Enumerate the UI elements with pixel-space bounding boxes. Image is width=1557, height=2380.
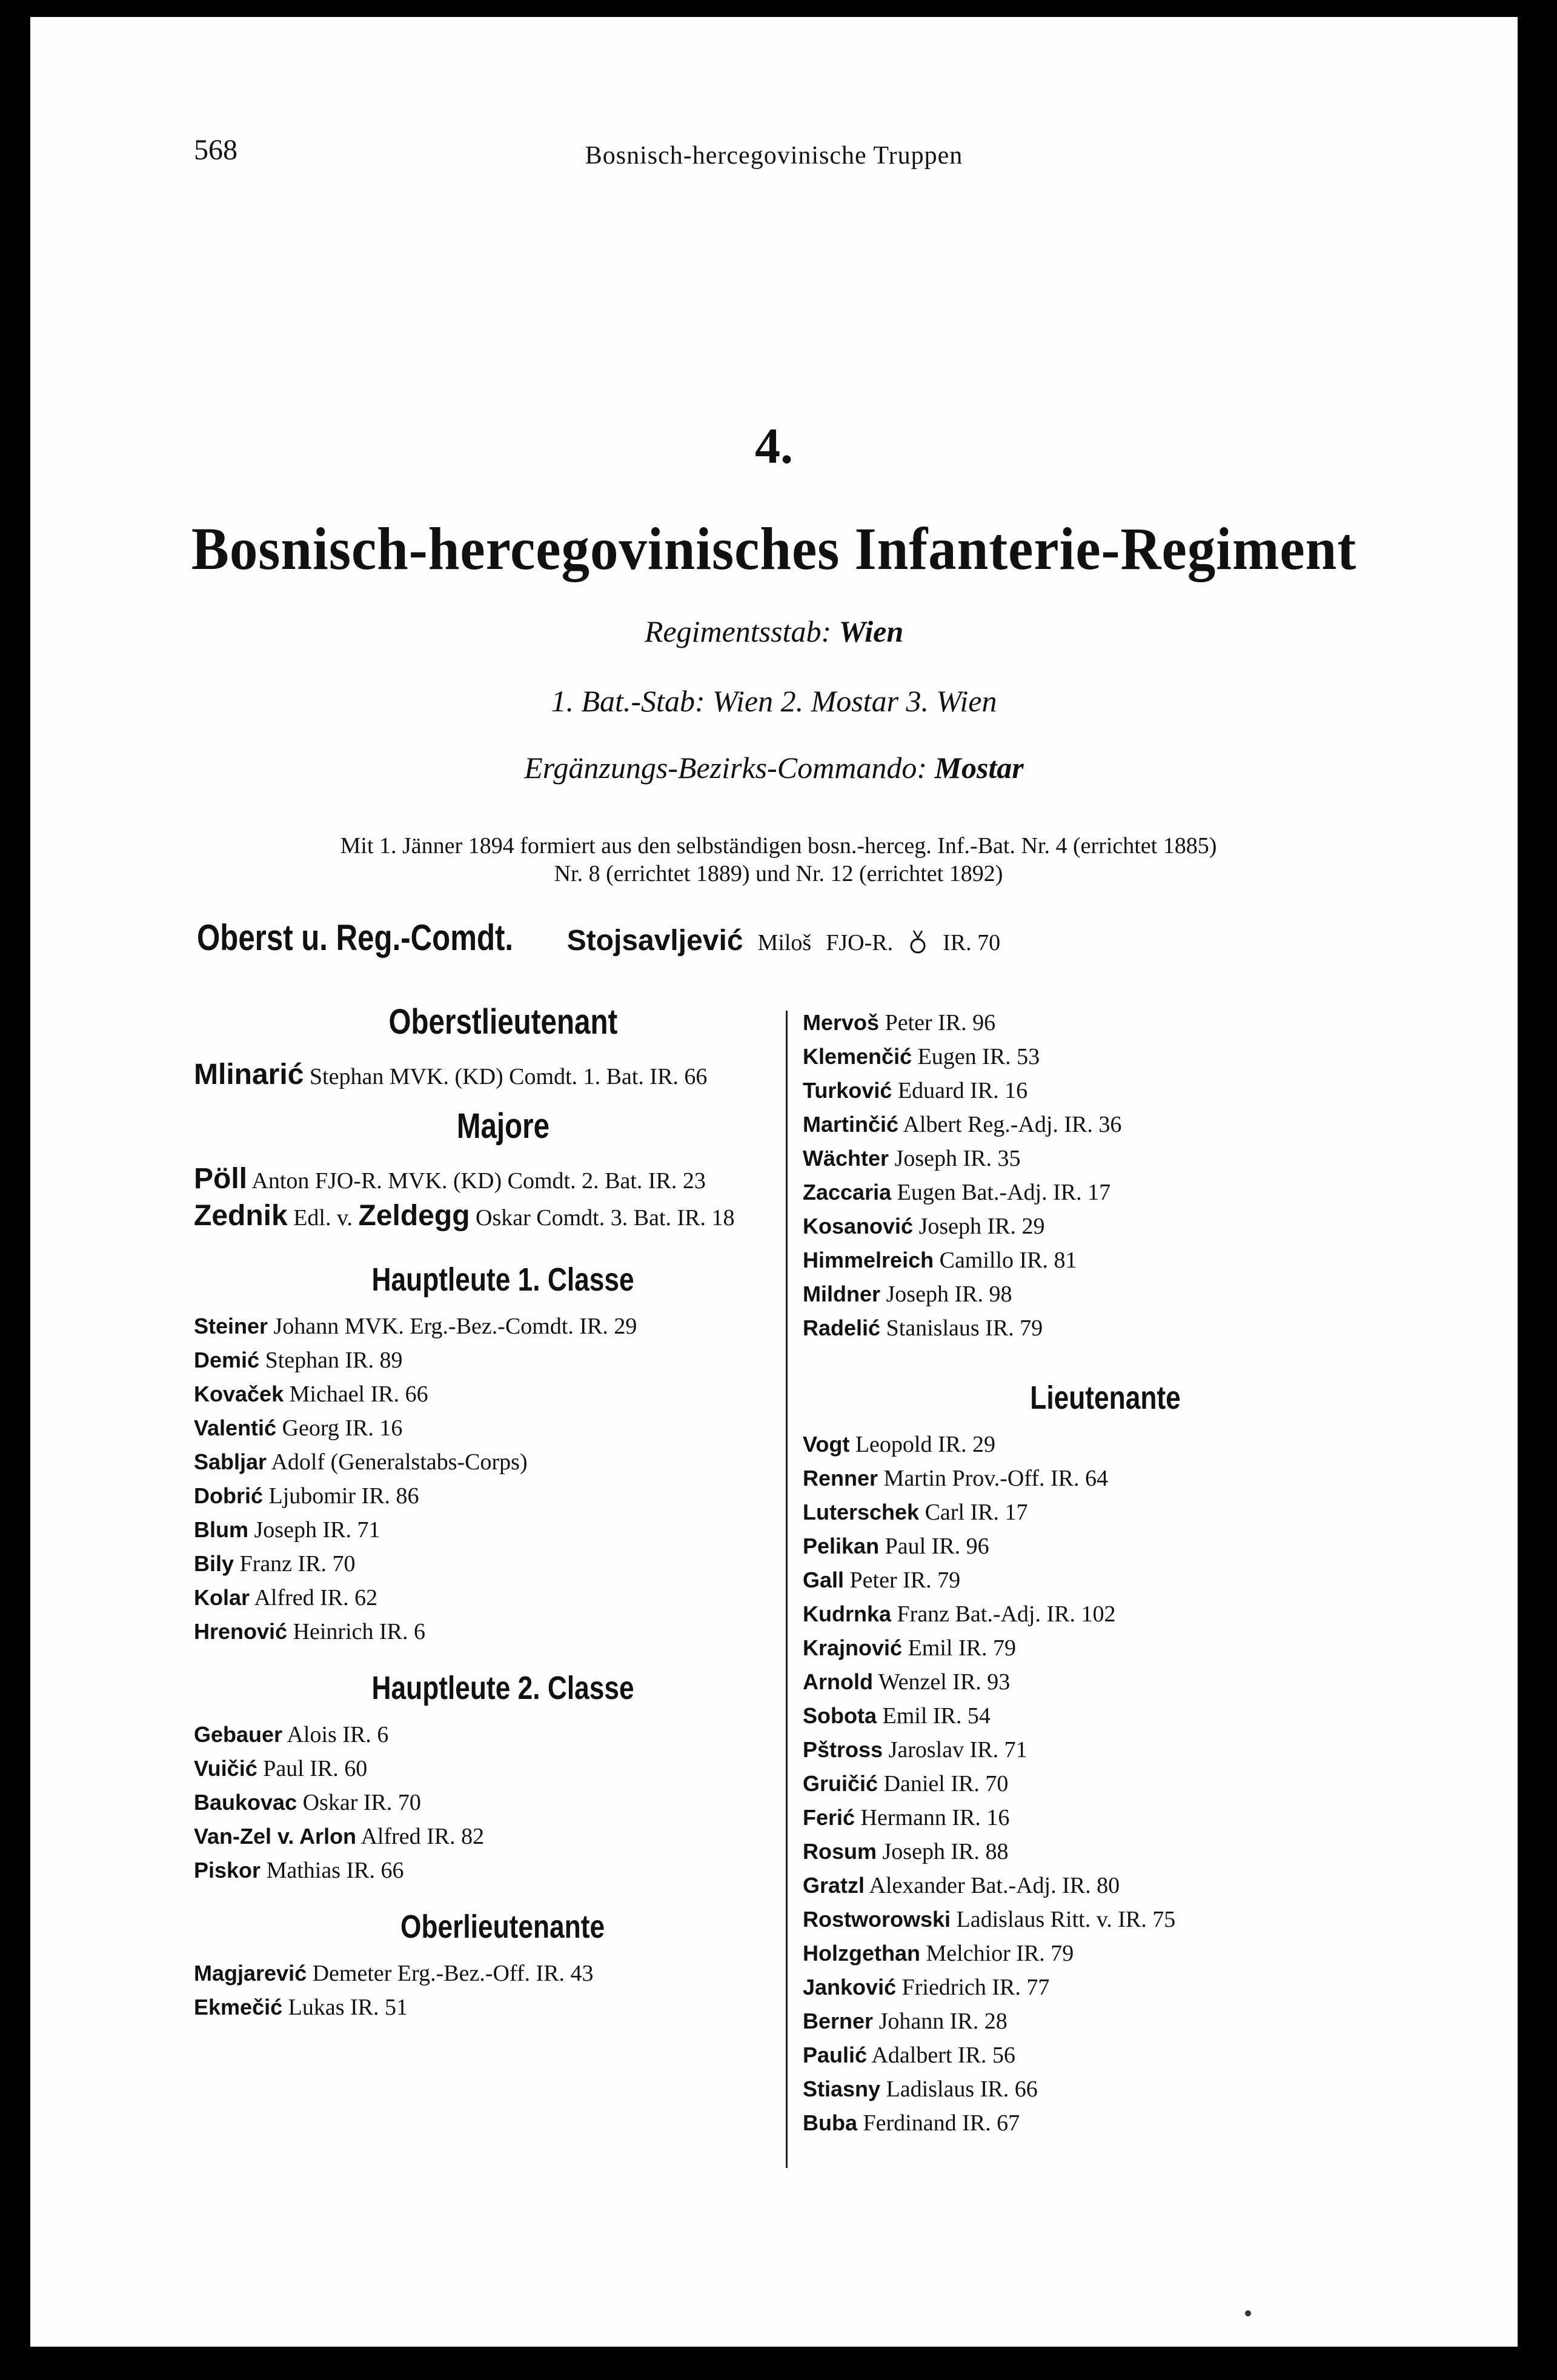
list-item: Arnold Wenzel IR. 93 (803, 1669, 1011, 1695)
ergaenzung-line (30, 750, 1518, 785)
list-item: Luterschek Carl IR. 17 (803, 1500, 1028, 1525)
page-number: 568 (194, 134, 237, 166)
list-item: Zaccaria Eugen Bat.-Adj. IR. 17 (803, 1180, 1111, 1205)
list-item: Janković Friedrich IR. 77 (803, 1975, 1050, 2000)
list-item: Paulić Adalbert IR. 56 (803, 2043, 1015, 2068)
list-item: Hrenović Heinrich IR. 6 (194, 1619, 426, 1644)
list-item: Kolar Alfred IR. 62 (194, 1585, 378, 1610)
list-item: Gebauer Alois IR. 6 (194, 1722, 389, 1747)
list-item: Magjarević Demeter Erg.-Bez.-Off. IR. 43 (194, 1961, 594, 1986)
list-item: Berner Johann IR. 28 (803, 2009, 1008, 2034)
list-item: Klemenčić Eugen IR. 53 (803, 1044, 1040, 1069)
list-item: Valentić Georg IR. 16 (194, 1415, 403, 1441)
print-speck (1245, 2310, 1251, 2316)
list-item: Ekmečić Lukas IR. 51 (194, 1995, 408, 2020)
regiment-title: Bosnisch-hercegovinisches Infanterie-Regiment (191, 515, 1357, 582)
list-item: Ferić Hermann IR. 16 (803, 1805, 1010, 1830)
list-item: Gall Peter IR. 79 (803, 1567, 961, 1593)
note-line-2: Nr. 8 (errichtet 1889) und Nr. 12 (errichtet 1892) (554, 861, 1003, 886)
list-item: Sabljar Adolf (Generalstabs-Corps) (194, 1449, 528, 1475)
list-item: Krajnović Emil IR. 79 (803, 1635, 1016, 1661)
list-item: Pštross Jaroslav IR. 71 (803, 1737, 1027, 1763)
list-item: Gratzl Alexander Bat.-Adj. IR. 80 (803, 1873, 1120, 1898)
list-hauptleute-1 (194, 1309, 812, 1649)
entry-poell: Pöll Anton FJO-R. MVK. (KD) Comdt. 2. Bat. IR. 23 (194, 1163, 706, 1195)
regiment-number: 4. (755, 418, 793, 474)
stab-city: Wien (838, 614, 904, 648)
list-lieutenante (803, 1428, 1409, 2140)
list-oberlieutenante-continued (803, 1006, 1409, 1345)
list-item: Bily Franz IR. 70 (194, 1551, 356, 1577)
note-line-1: Mit 1. Jänner 1894 formiert aus den selbständigen bosn.-herceg. Inf.-Bat. Nr. 4 (errichtet 1885) (340, 833, 1217, 859)
section-title-oberlieutenante: Oberlieutenante (400, 1909, 605, 1945)
formation-note (170, 832, 1387, 888)
list-item: Demić Stephan IR. 89 (194, 1348, 403, 1373)
list-item: Kosanović Joseph IR. 29 (803, 1214, 1045, 1239)
section-title-hauptleute-1: Hauptleute 1. Classe (371, 1261, 634, 1298)
left-column (194, 1002, 812, 2024)
list-hauptleute-2 (194, 1718, 812, 1887)
list-item: Mildner Joseph IR. 98 (803, 1281, 1012, 1307)
list-item: Rostworowski Ladislaus Ritt. v. IR. 75 (803, 1907, 1176, 1932)
oberst-regiment: IR. 70 (943, 930, 1001, 956)
list-item: Martinčić Albert Reg.-Adj. IR. 36 (803, 1112, 1122, 1137)
oberst-rank: Oberst u. Reg.-Comdt. (197, 917, 514, 958)
right-column (803, 1006, 1409, 2140)
stab-label: Regimentsstab: (644, 614, 832, 648)
running-title: Bosnisch-hercegovinische Truppen (585, 142, 963, 170)
oberst-decoration: FJO-R. (826, 930, 894, 956)
entry-mlinaric: Mlinarić Stephan MVK. (KD) Comdt. 1. Bat. IR. 66 (194, 1059, 708, 1091)
erg-city: Mostar (934, 751, 1024, 785)
list-item: Buba Ferdinand IR. 67 (803, 2110, 1020, 2136)
list-item: Pelikan Paul IR. 96 (803, 1534, 989, 1559)
list-item: Gruičić Daniel IR. 70 (803, 1771, 1009, 1797)
list-item: Renner Martin Prov.-Off. IR. 64 (803, 1466, 1108, 1491)
oberst-name: Stojsavljević (566, 925, 743, 957)
list-item: Stiasny Ladislaus IR. 66 (803, 2076, 1038, 2102)
list-item: Kudrnka Franz Bat.-Adj. IR. 102 (803, 1601, 1116, 1627)
list-item: Baukovac Oskar IR. 70 (194, 1790, 421, 1815)
list-item: Kovaček Michael IR. 66 (194, 1381, 428, 1407)
list-item: Turković Eduard IR. 16 (803, 1078, 1028, 1103)
oberst-line (197, 917, 1000, 959)
list-item: Rosum Joseph IR. 88 (803, 1839, 1009, 1864)
list-item: Piskor Mathias IR. 66 (194, 1858, 404, 1883)
list-item: Vuičić Paul IR. 60 (194, 1756, 368, 1781)
list-item: Steiner Johann MVK. Erg.-Bez.-Comdt. IR. 29 (194, 1314, 637, 1339)
erg-label: Ergänzungs-Bezirks-Commando: (524, 751, 927, 785)
military-merit-cross-icon (909, 928, 927, 955)
oberst-firstname: Miloš (757, 930, 812, 956)
list-item: Vogt Leopold IR. 29 (803, 1432, 995, 1457)
section-title-hauptleute-2: Hauptleute 2. Classe (371, 1670, 634, 1706)
list-item: Himmelreich Camillo IR. 81 (803, 1248, 1077, 1273)
document-sheet (30, 17, 1518, 2347)
entry-zednik: Zednik Edl. v. Zeldegg Oskar Comdt. 3. Bat. IR. 18 (194, 1200, 735, 1232)
section-title-lieutenante: Lieutenante (1030, 1380, 1181, 1416)
list-item: Sobota Emil IR. 54 (803, 1703, 991, 1729)
section-title-oberstlieutenant: Oberstlieutenant (388, 1002, 617, 1042)
list-item: Dobrić Ljubomir IR. 86 (194, 1483, 419, 1509)
list-item: Mervoš Peter IR. 96 (803, 1010, 996, 1035)
list-item: Radelić Stanislaus IR. 79 (803, 1315, 1043, 1341)
list-item: Wächter Joseph IR. 35 (803, 1146, 1021, 1171)
list-item: Holzgethan Melchior IR. 79 (803, 1941, 1074, 1966)
list-item: Blum Joseph IR. 71 (194, 1517, 380, 1543)
battalion-line: 1. Bat.-Stab: Wien 2. Mostar 3. Wien (551, 684, 997, 718)
list-item: Van-Zel v. Arlon Alfred IR. 82 (194, 1824, 485, 1849)
list-oberlieutenante (194, 1956, 812, 2024)
section-title-majore: Majore (456, 1106, 549, 1146)
regimentsstab-line (30, 614, 1518, 649)
